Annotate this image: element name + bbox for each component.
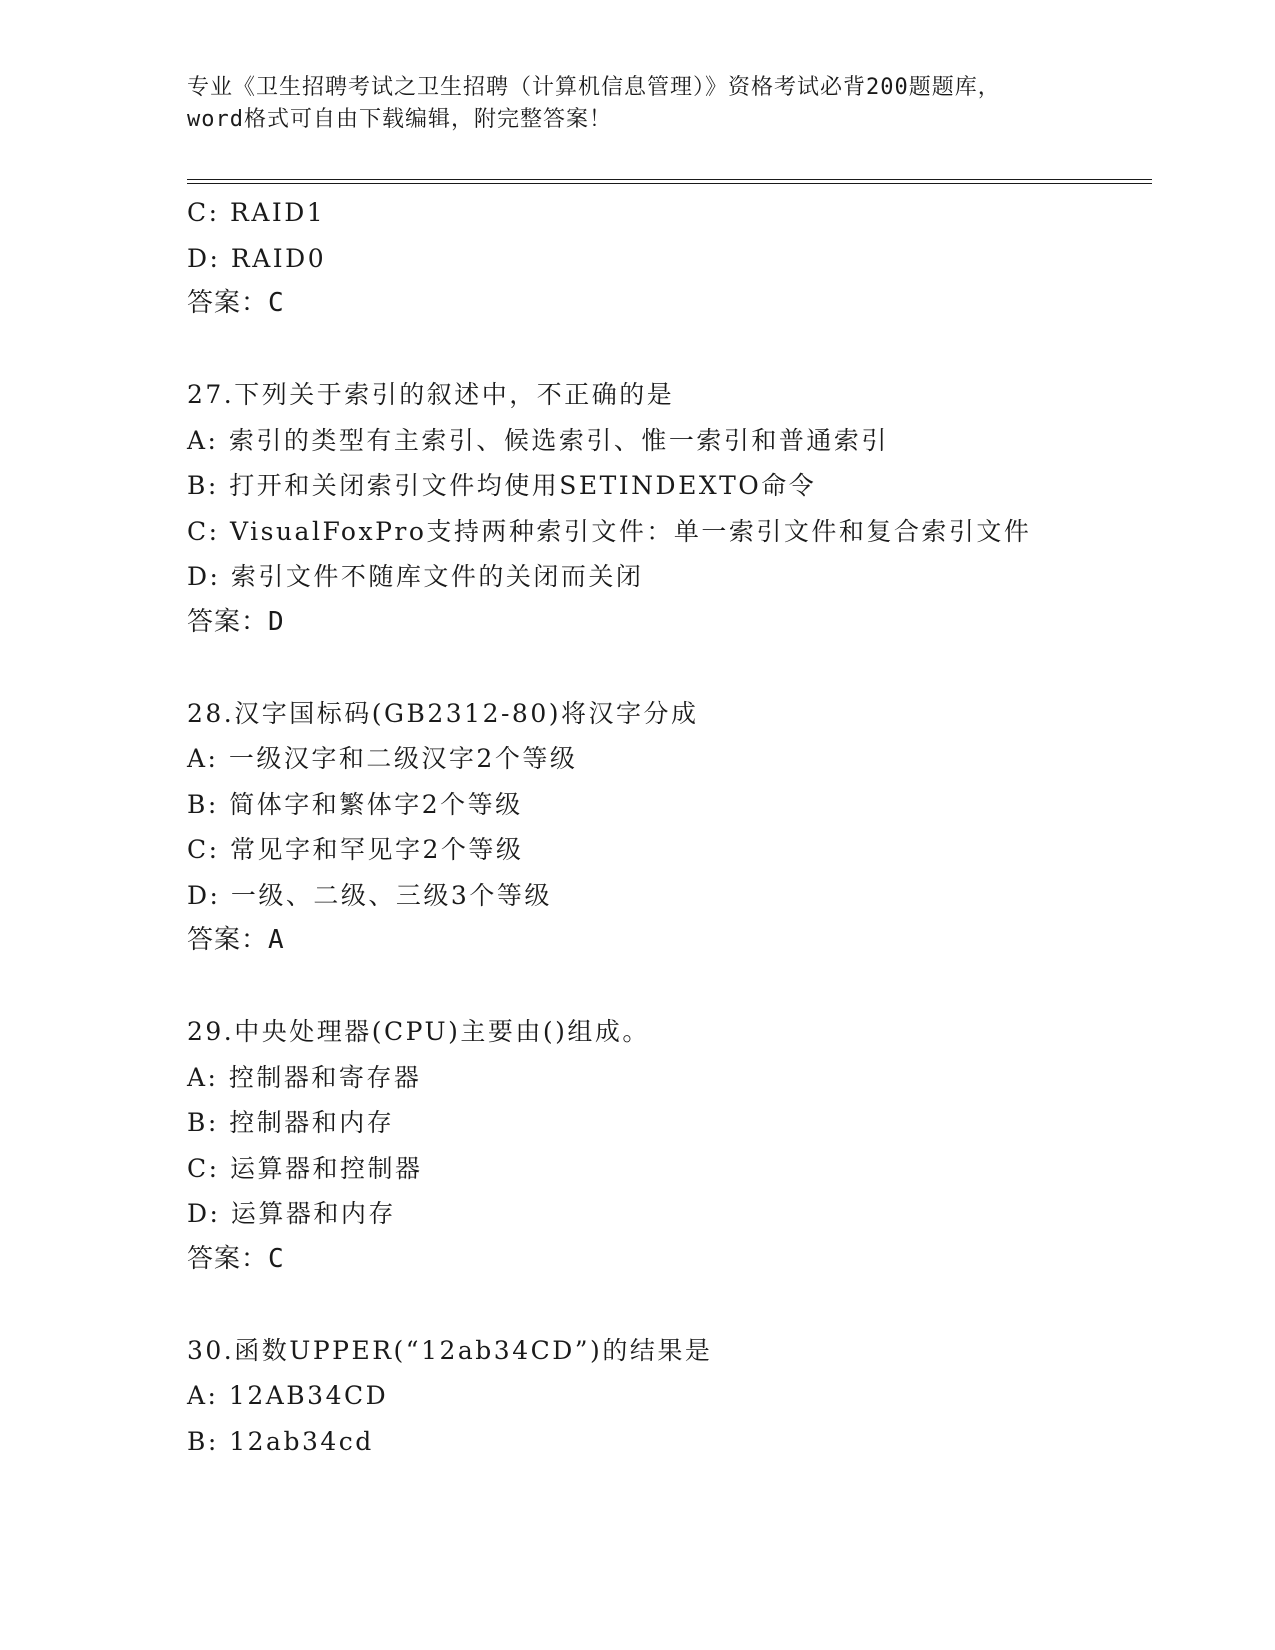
header-divider-top [187,179,1152,180]
spacer [187,964,1187,1010]
question-29 [187,1009,1187,1282]
answer-label: 答案：D [187,606,285,637]
option-b: B: 简体字和繁体字2个等级 [187,789,523,819]
answer-label: 答案：A [187,925,285,955]
answer-label: 答案：C [187,1243,285,1274]
question-26-continued [187,190,1187,327]
option-b: B: 控制器和内存 [187,1108,395,1137]
option-a: A: 12AB34CD [187,1381,389,1410]
question-27 [187,372,1187,645]
option-d: D: 一级、二级、三级3个等级 [187,880,552,910]
option-d: D: 运算器和内存 [187,1199,396,1228]
question-stem: 28.汉字国标码(GB2312-80)将汉字分成 [187,698,699,728]
question-stem: 27.下列关于索引的叙述中，不正确的是 [187,380,675,409]
option-b: B: 打开和关闭索引文件均使用SETINDEXTO命令 [187,471,817,500]
question-list [187,190,1187,1464]
option-a: A: 一级汉字和二级汉字2个等级 [187,744,578,773]
option-d: D: RAID0 [187,243,327,273]
header-divider-bottom [187,183,1152,184]
question-30 [187,1328,1187,1465]
option-c: C: VisualFoxPro支持两种索引文件：单一索引文件和复合索引文件 [187,516,1032,546]
header-title-line-2: word格式可自由下载编辑，附完整答案！ [187,107,612,132]
document-header [187,72,1087,136]
option-a: A: 控制器和寄存器 [187,1062,422,1092]
spacer [187,645,1187,691]
option-b: B: 12ab34cd [187,1426,374,1456]
option-a: A: 索引的类型有主索引、候选索引、惟一索引和普通索引 [187,425,889,455]
question-stem: 29.中央处理器(CPU)主要由()组成。 [187,1017,650,1046]
answer-label: 答案：C [187,288,285,318]
option-c: C: 常见字和罕见字2个等级 [187,835,524,864]
option-d: D: 索引文件不随库文件的关闭而关闭 [187,562,644,591]
spacer [187,1282,1187,1328]
question-stem: 30.函数UPPER(“12ab34CD”)的结果是 [187,1335,713,1365]
option-c: C: 运算器和控制器 [187,1153,423,1183]
question-28 [187,691,1187,964]
header-title-line-1: 专业《卫生招聘考试之卫生招聘（计算机信息管理）》资格考试必背200题题库， [187,75,1001,100]
spacer [187,327,1187,373]
option-c: C: RAID1 [187,198,326,227]
